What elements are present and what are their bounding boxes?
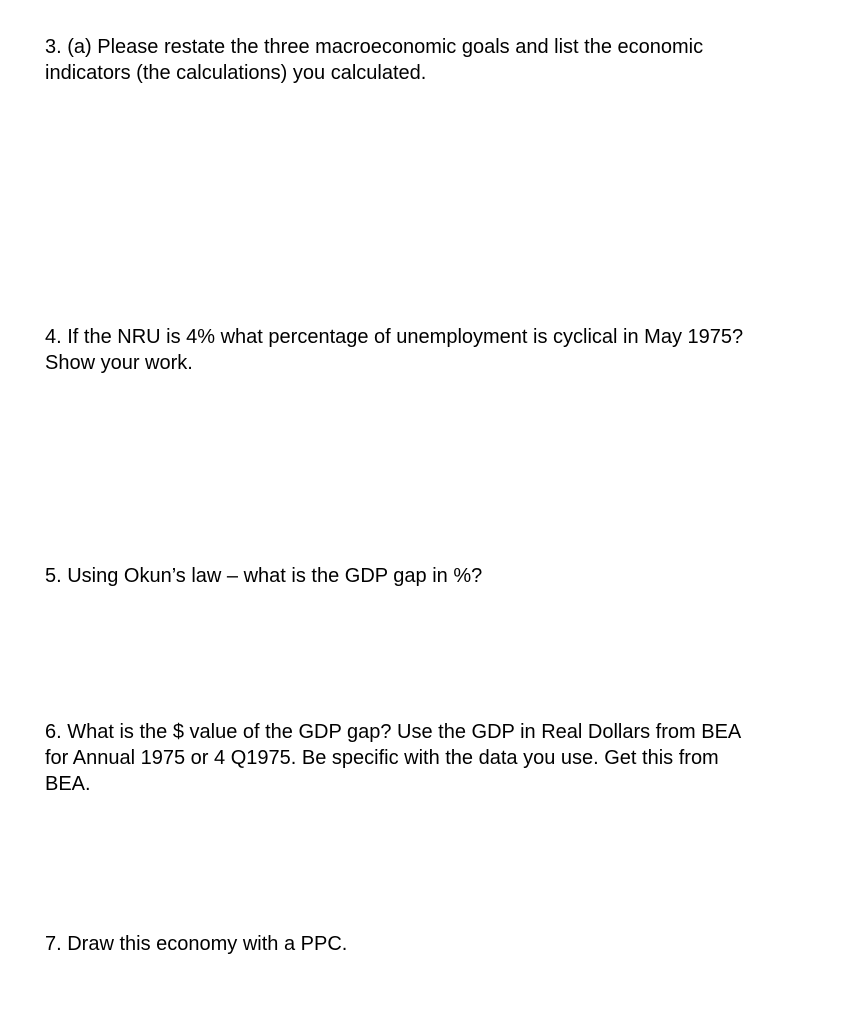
question-7-text: 7. Draw this economy with a PPC. <box>45 933 348 955</box>
question-4-text: 4. If the NRU is 4% what percentage of unemployment is cyclical in May 1975? Show your work. <box>45 326 744 374</box>
question-6-text: 6. What is the $ value of the GDP gap? Use the GDP in Real Dollars from BEA for Annual 1975 or 4 Q1975. Be specific with the data you use. Get this from BEA. <box>45 721 742 795</box>
question-5-text: 5. Using Okun’s law – what is the GDP gap in %? <box>45 565 483 587</box>
question-3-text: 3. (a) Please restate the three macroeconomic goals and list the economic indicators (the calculations) you calculated. <box>45 36 704 84</box>
